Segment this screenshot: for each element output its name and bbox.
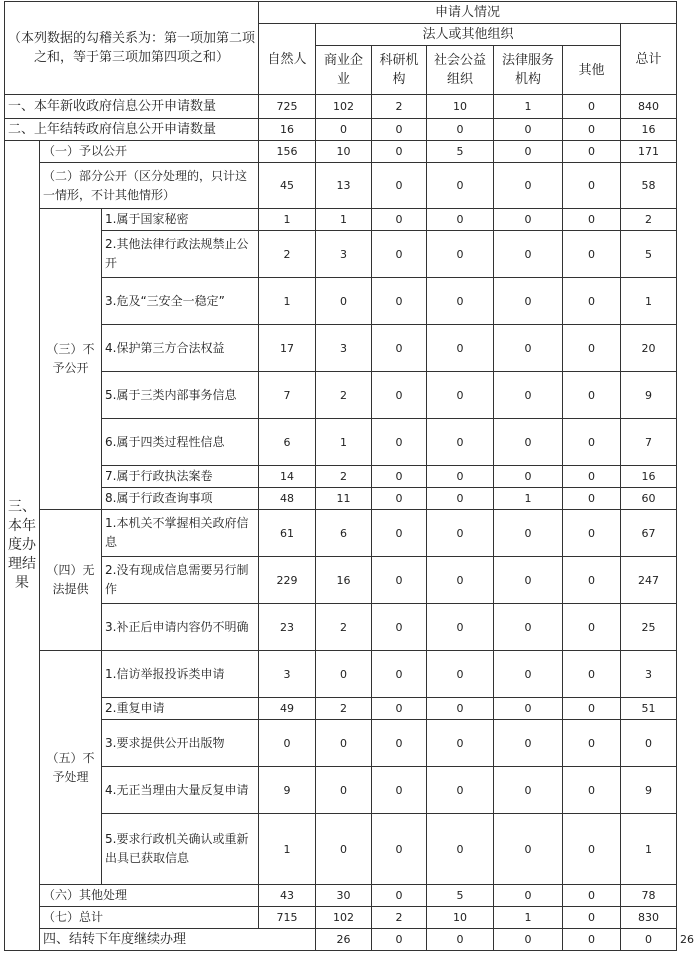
cell-other: 0 (563, 466, 621, 488)
cell-total: 20 (621, 325, 677, 372)
cell-research: 2 (372, 95, 427, 119)
row-label: 4.无正当理由大量反复申请 (102, 767, 259, 814)
cell-other: 0 (563, 95, 621, 119)
cell-research: 0 (372, 651, 427, 698)
table-row (5, 278, 677, 325)
row-label: 5.属于三类内部事务信息 (102, 372, 259, 419)
cell-legal-service: 0 (494, 209, 563, 231)
cell-total: 1 (621, 278, 677, 325)
cell-other: 0 (563, 651, 621, 698)
cell-social: 0 (427, 510, 494, 557)
cell-social: 0 (494, 929, 563, 951)
table-row (5, 209, 677, 231)
cell-total: 16 (621, 119, 677, 141)
legal-service-header: 法律服务机构 (494, 46, 563, 95)
cell-research: 0 (372, 885, 427, 907)
commercial-header: 商业企业 (316, 46, 372, 95)
row-label: 二、上年结转政府信息公开申请数量 (5, 119, 259, 141)
cell-natural: 7 (259, 372, 316, 419)
cell-other: 0 (563, 720, 621, 767)
cell-total: 78 (621, 885, 677, 907)
row-label: （七）总计 (40, 907, 259, 929)
cell-other: 0 (563, 163, 621, 209)
row-label: 2.重复申请 (102, 698, 259, 720)
cell-social: 0 (427, 466, 494, 488)
cell-other: 0 (563, 510, 621, 557)
cell-natural: 14 (259, 466, 316, 488)
cell-total: 58 (621, 163, 677, 209)
cell-total: 247 (621, 557, 677, 604)
cell-natural: 725 (259, 95, 316, 119)
cell-other: 0 (563, 325, 621, 372)
cell-commercial: 16 (316, 557, 372, 604)
row-label: 3.要求提供公开出版物 (102, 720, 259, 767)
cell-legal-service: 0 (494, 651, 563, 698)
cell-research: 0 (372, 209, 427, 231)
cell-research: 0 (372, 814, 427, 885)
cell-social: 5 (427, 141, 494, 163)
cell-natural: 61 (259, 510, 316, 557)
row-label: 4.保护第三方合法权益 (102, 325, 259, 372)
cell-social: 0 (427, 698, 494, 720)
cell-natural: 715 (259, 907, 316, 929)
cell-natural: 17 (259, 325, 316, 372)
group-four-label: （四）无法提供 (40, 510, 102, 651)
cell-social: 10 (427, 907, 494, 929)
cell-other: 0 (563, 372, 621, 419)
cell-other: 0 (563, 767, 621, 814)
table-row (5, 372, 677, 419)
cell-research: 0 (372, 231, 427, 278)
row-label: （六）其他处理 (40, 885, 259, 907)
cell-natural: 43 (259, 885, 316, 907)
cell-commercial: 2 (316, 698, 372, 720)
cell-natural: 48 (259, 488, 316, 510)
cell-social: 0 (427, 488, 494, 510)
cell-legal-service: 0 (494, 278, 563, 325)
cell-legal-service: 0 (494, 698, 563, 720)
cell-social: 0 (427, 163, 494, 209)
cell-legal-service: 1 (494, 488, 563, 510)
cell-commercial: 0 (316, 767, 372, 814)
cell-natural: 6 (259, 419, 316, 466)
cell-research: 0 (372, 510, 427, 557)
cell-total: 16 (621, 466, 677, 488)
row-label: （二）部分公开（区分处理的，只计这一情形，不计其他情形） (40, 163, 259, 209)
table-row (5, 488, 677, 510)
cell-total: 25 (621, 604, 677, 651)
cell-research: 0 (372, 557, 427, 604)
cell-other: 0 (563, 885, 621, 907)
cell-commercial: 0 (372, 929, 427, 951)
row-label: 四、结转下年度继续办理 (40, 929, 316, 951)
cell-social: 0 (427, 814, 494, 885)
cell-total: 5 (621, 231, 677, 278)
cell-research: 0 (427, 929, 494, 951)
table-row (5, 325, 677, 372)
table-row (5, 231, 677, 278)
cell-commercial: 0 (316, 278, 372, 325)
cell-natural: 229 (259, 557, 316, 604)
cell-legal-service: 0 (494, 814, 563, 885)
cell-other: 0 (563, 209, 621, 231)
other-header: 其他 (563, 46, 621, 95)
cell-commercial: 0 (316, 720, 372, 767)
cell-social: 0 (427, 651, 494, 698)
cell-research: 0 (372, 767, 427, 814)
row-label: 3.危及“三安全一稳定” (102, 278, 259, 325)
cell-commercial: 2 (316, 372, 372, 419)
cell-legal-service: 0 (494, 767, 563, 814)
cell-natural: 3 (259, 651, 316, 698)
cell-social: 0 (427, 325, 494, 372)
row-label: 1.信访举报投诉类申请 (102, 651, 259, 698)
cell-commercial: 1 (316, 419, 372, 466)
cell-natural: 26 (316, 929, 372, 951)
cell-natural: 1 (259, 278, 316, 325)
table-row (5, 119, 677, 141)
row-label: 7.属于行政执法案卷 (102, 466, 259, 488)
cell-commercial: 11 (316, 488, 372, 510)
cell-commercial: 102 (316, 907, 372, 929)
cell-commercial: 102 (316, 95, 372, 119)
cell-natural: 45 (259, 163, 316, 209)
cell-social: 0 (427, 604, 494, 651)
cell-commercial: 1 (316, 209, 372, 231)
table-row (5, 885, 677, 907)
cell-social: 5 (427, 885, 494, 907)
cell-research: 0 (372, 372, 427, 419)
cell-research: 0 (372, 698, 427, 720)
cell-legal-service: 0 (494, 604, 563, 651)
cell-social: 0 (427, 231, 494, 278)
row-label: 8.属于行政查询事项 (102, 488, 259, 510)
cell-other: 0 (563, 814, 621, 885)
cell-legal-service: 0 (494, 231, 563, 278)
table-row (5, 814, 677, 885)
table-row (5, 698, 677, 720)
cell-total: 67 (621, 510, 677, 557)
cell-social: 0 (427, 720, 494, 767)
row-label: 5.要求行政机关确认或重新出具已获取信息 (102, 814, 259, 885)
cell-social: 0 (427, 372, 494, 419)
cell-total: 51 (621, 698, 677, 720)
cell-research: 0 (372, 163, 427, 209)
cell-total: 9 (621, 767, 677, 814)
cell-research: 0 (372, 604, 427, 651)
cell-total: 7 (621, 419, 677, 466)
cell-other: 0 (563, 604, 621, 651)
cell-social: 0 (427, 209, 494, 231)
cell-legal-service: 0 (563, 929, 621, 951)
cell-natural: 9 (259, 767, 316, 814)
group-three-c-label: （三）不予公开 (40, 209, 102, 510)
table-row: 四、结转下年度继续办理 26 0 0 0 0 0 26 (5, 929, 677, 951)
cell-natural: 16 (259, 119, 316, 141)
cell-total: 2 (621, 209, 677, 231)
table-row (5, 466, 677, 488)
research-header: 科研机构 (372, 46, 427, 95)
cell-research: 0 (372, 141, 427, 163)
row-label: （一）予以公开 (40, 141, 259, 163)
table-row (5, 720, 677, 767)
cell-social: 0 (427, 557, 494, 604)
cell-legal-service: 0 (494, 419, 563, 466)
total-header: 总计 (621, 24, 677, 95)
cell-natural: 1 (259, 209, 316, 231)
cell-legal-service: 0 (494, 510, 563, 557)
table-row (5, 651, 677, 698)
cell-social: 0 (427, 119, 494, 141)
row-label: 1.本机关不掌握相关政府信息 (102, 510, 259, 557)
cell-research: 0 (372, 278, 427, 325)
row-label: 2.没有现成信息需要另行制作 (102, 557, 259, 604)
cell-research: 0 (372, 720, 427, 767)
social-header: 社会公益组织 (427, 46, 494, 95)
cell-legal-service: 0 (494, 885, 563, 907)
statistics-table (4, 1, 694, 951)
cell-other: 0 (563, 141, 621, 163)
cell-commercial: 3 (316, 231, 372, 278)
cell-commercial: 30 (316, 885, 372, 907)
group-five-label: （五）不予处理 (40, 651, 102, 885)
cell-total: 840 (621, 95, 677, 119)
cell-social: 10 (427, 95, 494, 119)
cell-natural: 2 (259, 231, 316, 278)
cell-other: 0 (563, 119, 621, 141)
cell-natural: 156 (259, 141, 316, 163)
cell-social: 0 (427, 419, 494, 466)
cell-legal-service: 0 (494, 720, 563, 767)
table-row (5, 907, 677, 929)
cell-other: 0 (563, 278, 621, 325)
legal-group-header: 法人或其他组织 (316, 24, 621, 46)
cell-legal-service: 1 (494, 907, 563, 929)
cell-commercial: 0 (316, 651, 372, 698)
row-label: 3.补正后申请内容仍不明确 (102, 604, 259, 651)
cell-total: 1 (621, 814, 677, 885)
cell-research: 0 (372, 325, 427, 372)
cell-legal-service: 0 (494, 119, 563, 141)
table-row (5, 510, 677, 557)
cell-total: 0 (621, 720, 677, 767)
section-three-label: 三、本年度办理结果 (5, 141, 40, 951)
cell-commercial: 13 (316, 163, 372, 209)
cell-total: 3 (621, 651, 677, 698)
cell-total: 9 (621, 372, 677, 419)
natural-person-header: 自然人 (259, 24, 316, 95)
row-label: 2.其他法律行政法规禁止公开 (102, 231, 259, 278)
header-row-1 (5, 2, 677, 24)
cell-research: 2 (372, 907, 427, 929)
cell-social: 0 (427, 278, 494, 325)
cell-research: 0 (372, 119, 427, 141)
cell-commercial: 10 (316, 141, 372, 163)
cell-other: 0 (563, 698, 621, 720)
cell-legal-service: 0 (494, 163, 563, 209)
table-row (5, 141, 677, 163)
cell-commercial: 3 (316, 325, 372, 372)
cell-commercial: 0 (316, 814, 372, 885)
cell-commercial: 0 (316, 119, 372, 141)
table-row (5, 557, 677, 604)
cell-other: 0 (563, 907, 621, 929)
cell-natural: 49 (259, 698, 316, 720)
cell-total: 60 (621, 488, 677, 510)
table-row (5, 767, 677, 814)
cell-total: 171 (621, 141, 677, 163)
relation-note: （本列数据的勾稽关系为：第一项加第二项之和，等于第三项加第四项之和） (5, 2, 259, 95)
cell-commercial: 2 (316, 604, 372, 651)
cell-legal-service: 0 (494, 141, 563, 163)
cell-legal-service: 0 (494, 557, 563, 604)
cell-other: 0 (621, 929, 677, 951)
cell-social: 0 (427, 767, 494, 814)
row-label: 1.属于国家秘密 (102, 209, 259, 231)
cell-commercial: 2 (316, 466, 372, 488)
cell-legal-service: 0 (494, 466, 563, 488)
cell-total: 830 (621, 907, 677, 929)
cell-commercial: 6 (316, 510, 372, 557)
cell-natural: 23 (259, 604, 316, 651)
cell-other: 0 (563, 231, 621, 278)
cell-natural: 1 (259, 814, 316, 885)
cell-research: 0 (372, 466, 427, 488)
cell-legal-service: 1 (494, 95, 563, 119)
applicant-header: 申请人情况 (259, 2, 677, 24)
table-row (5, 163, 677, 209)
cell-natural: 0 (259, 720, 316, 767)
row-label: 一、本年新收政府信息公开申请数量 (5, 95, 259, 119)
cell-research: 0 (372, 419, 427, 466)
table-row (5, 419, 677, 466)
cell-legal-service: 0 (494, 325, 563, 372)
cell-other: 0 (563, 488, 621, 510)
row-label: 6.属于四类过程性信息 (102, 419, 259, 466)
cell-research: 0 (372, 488, 427, 510)
cell-other: 0 (563, 419, 621, 466)
cell-legal-service: 0 (494, 372, 563, 419)
table-row (5, 604, 677, 651)
cell-other: 0 (563, 557, 621, 604)
table-row (5, 95, 677, 119)
